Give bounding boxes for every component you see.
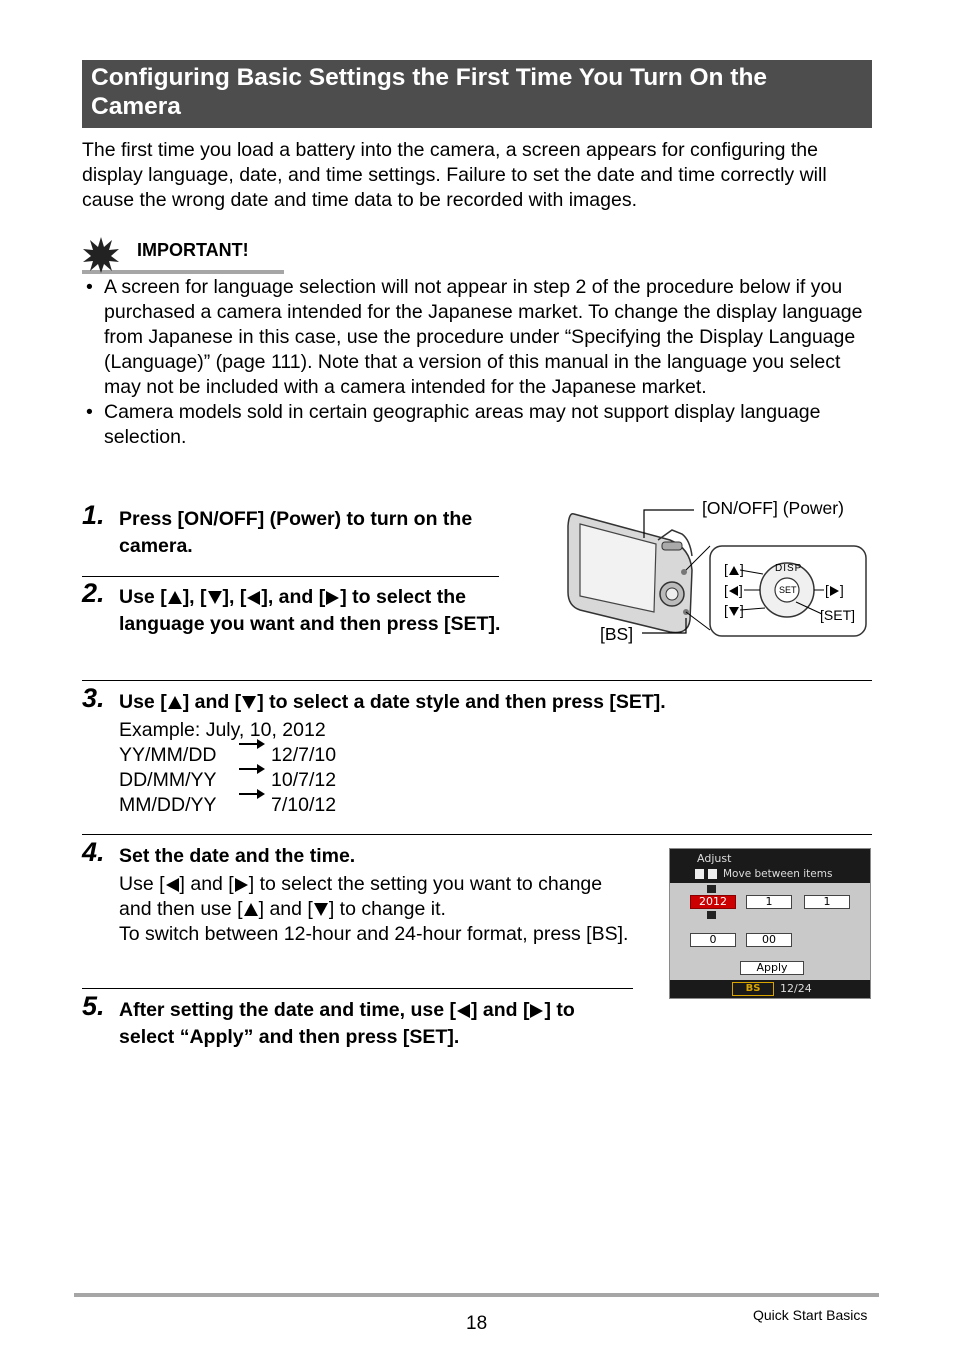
lcd-minute-field: 00 xyxy=(746,933,792,947)
text-fragment: ] to select “Apply” and then press [SET]. xyxy=(119,999,575,1048)
down-arrow-icon xyxy=(208,591,222,604)
text-fragment: ] to select the setting you want to change and then use [ xyxy=(119,873,603,920)
step-4-text xyxy=(119,872,639,947)
section-name: Quick Start Basics xyxy=(753,1307,868,1323)
text-fragment: ] to change it. xyxy=(328,898,446,920)
page-number: 18 xyxy=(466,1313,488,1334)
divider xyxy=(82,680,872,681)
text-fragment: ] and [ xyxy=(182,691,242,713)
example-format: YY/MM/DD xyxy=(119,744,217,766)
left-arrow-icon xyxy=(729,586,738,596)
example-result: 7/10/12 xyxy=(271,794,337,816)
text-fragment: ] and [ xyxy=(470,999,530,1021)
example-row xyxy=(119,743,336,768)
lcd-hint: Move between items xyxy=(723,868,833,880)
step-number: 1. xyxy=(82,500,105,530)
lcd-apply-button: Apply xyxy=(740,961,804,975)
panel-up-label: [ ] xyxy=(724,561,744,577)
step-number: 2. xyxy=(82,578,105,608)
set-label: [SET] xyxy=(820,607,856,623)
left-arrow-icon xyxy=(247,591,260,605)
step-2-text xyxy=(119,584,504,637)
step-number: 4. xyxy=(82,837,105,867)
example-result: 10/7/12 xyxy=(271,769,337,791)
bs-label: [BS] xyxy=(600,624,634,644)
panel-right-label: [ ] xyxy=(825,582,844,598)
example-format: DD/MM/YY xyxy=(119,769,217,791)
step-4-line: To switch between 12-hour and 24-hour format, press [BS]. xyxy=(119,923,629,945)
lcd-format: 12/24 xyxy=(780,982,812,995)
lcd-year-field: 2012 xyxy=(690,895,736,909)
text-fragment: ] and [ xyxy=(179,873,234,895)
panel-down-label: [ ] xyxy=(724,602,744,618)
text-fragment: Use [ xyxy=(119,586,167,608)
divider xyxy=(82,576,499,577)
example-row xyxy=(119,768,336,793)
footer-rule xyxy=(74,1293,879,1297)
divider xyxy=(82,834,872,835)
set-button-label: SET xyxy=(779,585,797,595)
left-arrow-icon xyxy=(166,878,179,892)
lcd-day-field: 1 xyxy=(804,895,850,909)
lcd-left-key-icon xyxy=(695,869,704,879)
right-arrow-icon xyxy=(239,743,263,745)
lcd-hour-field: 0 xyxy=(690,933,736,947)
bullet-item: • A screen for language selection will not appear in step 2 of the procedure below if you purchased a camera intended for the Japanese market. To change the display language from Japanese in this case, use the procedure under “Specifying the Display Language (Language)” (page 111). Note that a version of this manual in the language you select may not be included with a camera intended for the Japanese market. xyxy=(82,275,872,400)
step-number: 5. xyxy=(82,991,105,1021)
text-fragment: ] to select a date style and then press [SET]. xyxy=(257,691,666,713)
text-fragment: After setting the date and time, use [ xyxy=(119,999,456,1021)
right-arrow-icon xyxy=(326,591,339,605)
right-arrow-icon xyxy=(235,878,248,892)
important-bullets xyxy=(82,275,872,450)
lcd-right-key-icon xyxy=(708,869,717,879)
step-5-text xyxy=(119,997,634,1050)
text-fragment: ] to select the language you want and then press [SET]. xyxy=(119,586,501,635)
example-row xyxy=(119,793,336,818)
camera-body-illustration xyxy=(568,514,692,633)
down-arrow-icon xyxy=(314,903,328,916)
page-title: Configuring Basic Settings the First Time You Turn On the Camera xyxy=(82,60,872,128)
down-arrow-icon xyxy=(242,696,256,709)
lcd-up-indicator-icon xyxy=(707,885,716,893)
step-number: 3. xyxy=(82,683,105,713)
lcd-title: Adjust xyxy=(697,852,732,865)
bullet-item: • Camera models sold in certain geographic areas may not support display language selection. xyxy=(82,400,872,450)
up-arrow-icon xyxy=(168,591,182,604)
right-arrow-icon xyxy=(830,586,839,596)
text-fragment: ], [ xyxy=(222,586,247,608)
date-examples xyxy=(119,718,336,818)
text-fragment: ], [ xyxy=(182,586,207,608)
important-label: IMPORTANT! xyxy=(137,240,249,260)
text-fragment: ], and [ xyxy=(261,586,326,608)
up-arrow-icon xyxy=(729,566,739,575)
up-arrow-icon xyxy=(244,903,258,916)
lcd-adjust-screen xyxy=(669,848,871,999)
disp-label: DISP xyxy=(775,563,803,574)
text-fragment: Use [ xyxy=(119,873,165,895)
example-result: 12/7/10 xyxy=(271,744,337,766)
lcd-bs-key: BS xyxy=(732,982,774,996)
example-label: Example: July, 10, 2012 xyxy=(119,719,326,741)
right-arrow-icon xyxy=(239,768,263,770)
panel-left-label: [ ] xyxy=(724,582,743,598)
lcd-down-indicator-icon xyxy=(707,911,716,919)
power-label: [ON/OFF] (Power) xyxy=(702,498,844,518)
burst-icon xyxy=(82,236,120,274)
right-arrow-icon xyxy=(239,793,263,795)
divider xyxy=(82,988,633,989)
text-fragment: Use [ xyxy=(119,691,167,713)
down-arrow-icon xyxy=(729,607,739,616)
text-fragment: ] and [ xyxy=(258,898,313,920)
left-arrow-icon xyxy=(457,1004,470,1018)
intro-paragraph: The first time you load a battery into the camera, a screen appears for configuring the display language, date, and time settings. Failure to set the date and time correctly will cause the wrong date and time data to be recorded with images. xyxy=(82,139,827,211)
example-format: MM/DD/YY xyxy=(119,794,217,816)
right-arrow-icon xyxy=(530,1004,543,1018)
up-arrow-icon xyxy=(168,696,182,709)
lcd-month-field: 1 xyxy=(746,895,792,909)
step-1-text: Press [ON/OFF] (Power) to turn on the camera. xyxy=(119,508,473,557)
step-3-text xyxy=(119,689,869,716)
step-4-line xyxy=(119,872,639,922)
step-4-heading: Set the date and the time. xyxy=(119,845,356,867)
